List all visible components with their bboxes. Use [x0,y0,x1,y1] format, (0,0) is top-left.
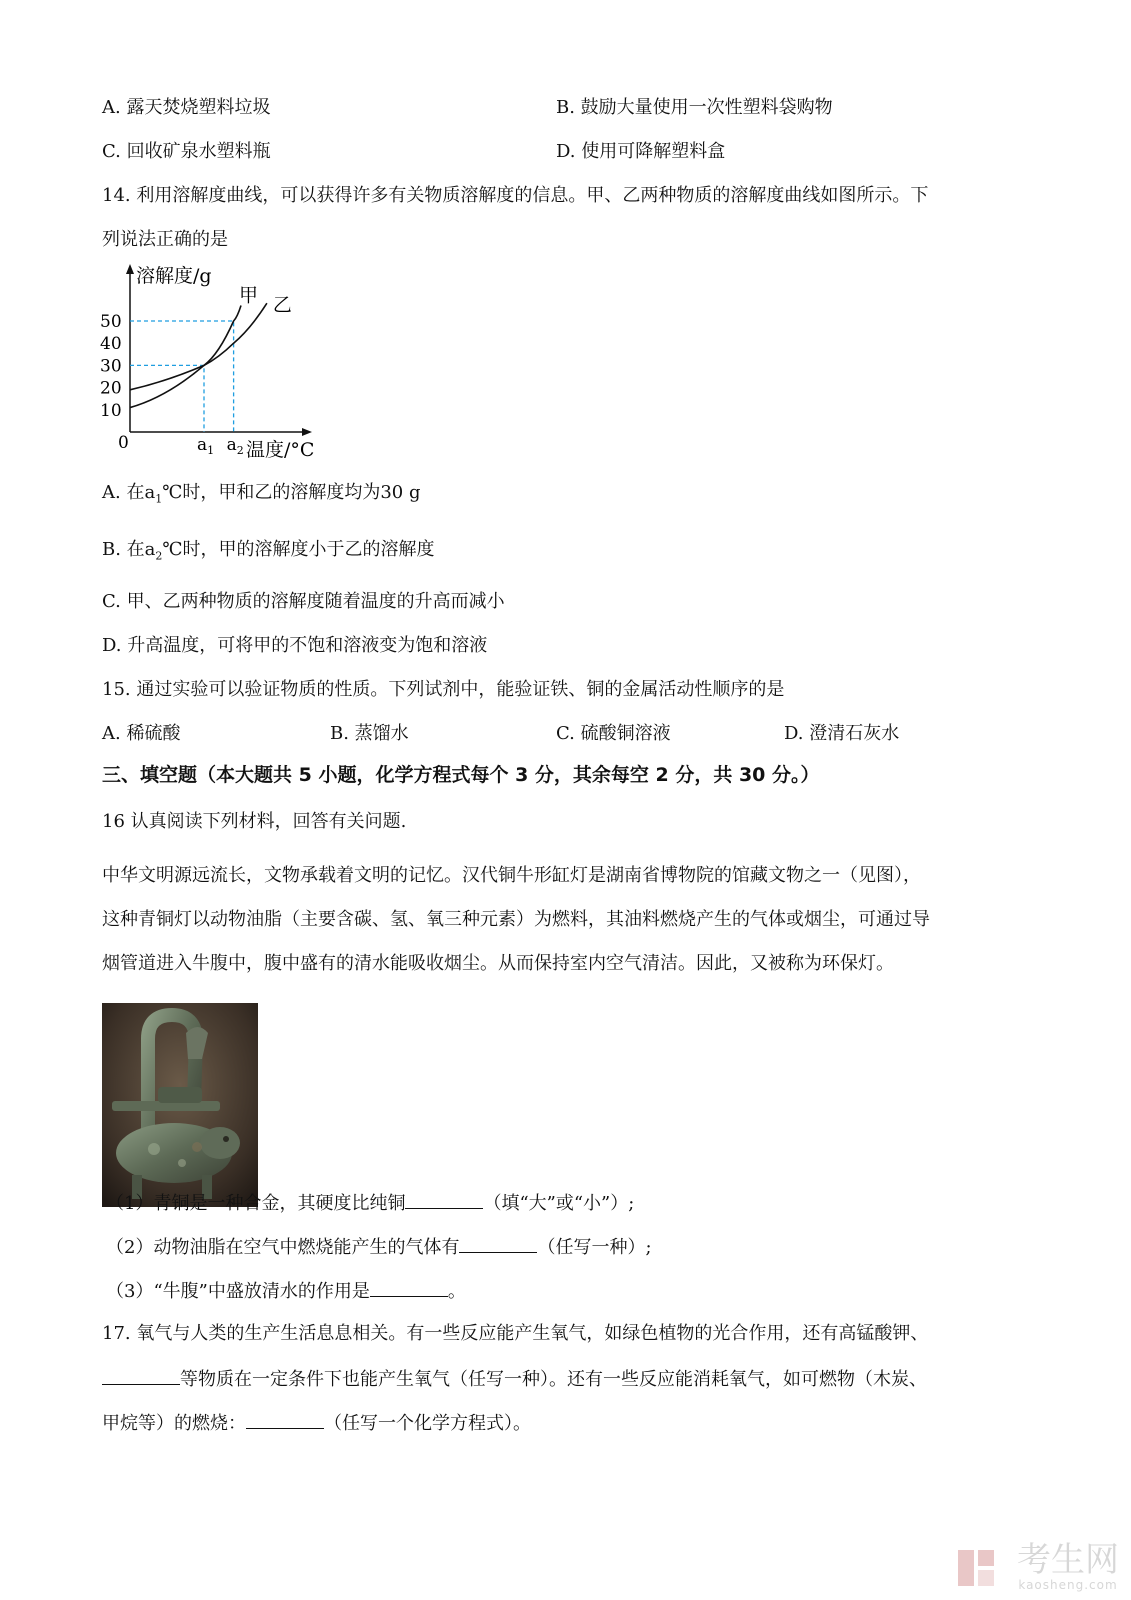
y-tick-label: 20 [100,378,122,399]
q16-sub-3 [106,1278,466,1304]
question-17-line-1: 17. 氧气与人类的生产生活息息相关。有一些反应能产生氧气，如绿色植物的光合作用，还有高锰酸钾、 [102,1323,929,1344]
answer-blank[interactable] [246,1410,324,1429]
x-tick-label: $a_1$ [197,435,215,457]
q16-paragraph-1: 中华文明源远流长，文物承载着文明的记忆。汉代铜牛形缸灯是湖南省博物院的馆藏文物之一（见图）， [102,865,921,886]
q14-option-d: D. 升高温度，可将甲的不饱和溶液变为饱和溶液 [102,635,488,656]
q16-sub-3-pre: （3）“牛腹”中盛放清水的作用是 [106,1281,370,1302]
q16-sub-2-post: （任写一种）; [537,1237,652,1258]
answer-blank[interactable] [405,1190,483,1209]
watermark-text: 考生网 [1017,1540,1119,1580]
q15-option-b: B. 蒸馏水 [330,723,409,744]
y-axis-label: 溶解度/g [136,265,212,287]
y-axis-arrow [126,264,134,274]
question-16-stem: 16 认真阅读下列材料，回答有关问题. [102,811,407,832]
option-a: A. 露天焚烧塑料垃圾 [102,97,271,118]
y-tick-label: 10 [100,400,122,421]
answer-blank[interactable] [102,1366,180,1385]
y-tick-label: 30 [100,356,122,377]
option-c: C. 回收矿泉水塑料瓶 [102,141,271,162]
q15-option-a: A. 稀硫酸 [102,723,181,744]
question-14-stem-1: 14. 利用溶解度曲线，可以获得许多有关物质溶解度的信息。甲、乙两种物质的溶解度曲线如图所示。下 [102,185,929,206]
x-axis-label: 温度/°C [246,439,315,461]
solubility-chart [96,262,336,472]
q16-sub-2-pre: （2）动物油脂在空气中燃烧能产生的气体有 [106,1237,460,1258]
q14-option-b-sub: 2 [155,549,163,563]
x-axis-arrow [302,428,312,436]
q17-line-3-pre: 甲烷等）的燃烧： [102,1413,246,1434]
q16-sub-1-pre: （1）青铜是一种合金，其硬度比纯铜 [106,1193,406,1214]
q14-option-a-pre: A. 在a [102,482,156,503]
q14-option-c: C. 甲、乙两种物质的溶解度随着温度的升高而减小 [102,591,505,612]
option-b: B. 鼓励大量使用一次性塑料袋购物 [556,97,833,118]
y-tick-label: 50 [100,312,122,332]
x-tick-label: $a_2$ [226,435,244,457]
series-curve [130,303,267,390]
q16-paragraph-2: 这种青铜灯以动物油脂（主要含碳、氢、氧三种元素）为燃料，其油料燃烧产生的气体或烟尘，可通过导 [102,909,930,930]
q16-sub-2 [106,1234,652,1260]
q14-option-a-post: ℃时，甲和乙的溶解度均为30 g [162,482,421,503]
answer-blank[interactable] [370,1278,448,1297]
q14-option-a-sub: 1 [155,492,163,506]
y-tick-label: 40 [100,334,122,355]
q16-sub-1-post: （填“大”或“小”）; [483,1193,635,1214]
origin-label: 0 [118,433,129,453]
q17-line-2-post: 等物质在一定条件下也能产生氧气（任写一种）。还有一些反应能消耗氧气，如可燃物（木炭、 [180,1369,927,1390]
q15-option-d: D. 澄清石灰水 [784,723,900,744]
q14-option-b-post: ℃时，甲的溶解度小于乙的溶解度 [162,539,435,560]
answer-blank[interactable] [459,1234,537,1253]
series-label: 甲 [239,284,259,307]
q17-line-3-post: （任写一个化学方程式）。 [324,1413,531,1434]
guide-a2 [130,321,234,432]
q16-sub-3-post: 。 [447,1281,466,1302]
section-3-title: 三、填空题（本大题共 5 小题，化学方程式每个 3 分，其余每空 2 分，共 30 分。） [102,764,820,786]
watermark-url: kaosheng.com [1018,1578,1118,1592]
q16-sub-1 [106,1190,634,1216]
q14-option-a [102,481,420,512]
q14-option-b [102,538,435,569]
question-17-line-3 [102,1410,531,1436]
option-d: D. 使用可降解塑料盒 [556,141,726,162]
question-14-stem-2: 列说法正确的是 [102,229,228,250]
q14-option-b-pre: B. 在a [102,539,156,560]
watermark [1017,1542,1119,1592]
watermark-logo-icon [956,1548,996,1588]
question-15-stem: 15. 通过实验可以验证物质的性质。下列试剂中，能验证铁、铜的金属活动性顺序的是 [102,679,785,700]
bronze-ox-lamp-photo [102,1003,258,1207]
question-17-line-2 [102,1366,927,1392]
series-label: 乙 [272,294,292,317]
q16-paragraph-3: 烟管道进入牛腹中，腹中盛有的清水能吸收烟尘。从而保持室内空气清洁。因此，又被称为环保灯。 [102,953,894,974]
q15-option-c: C. 硫酸铜溶液 [556,723,671,744]
